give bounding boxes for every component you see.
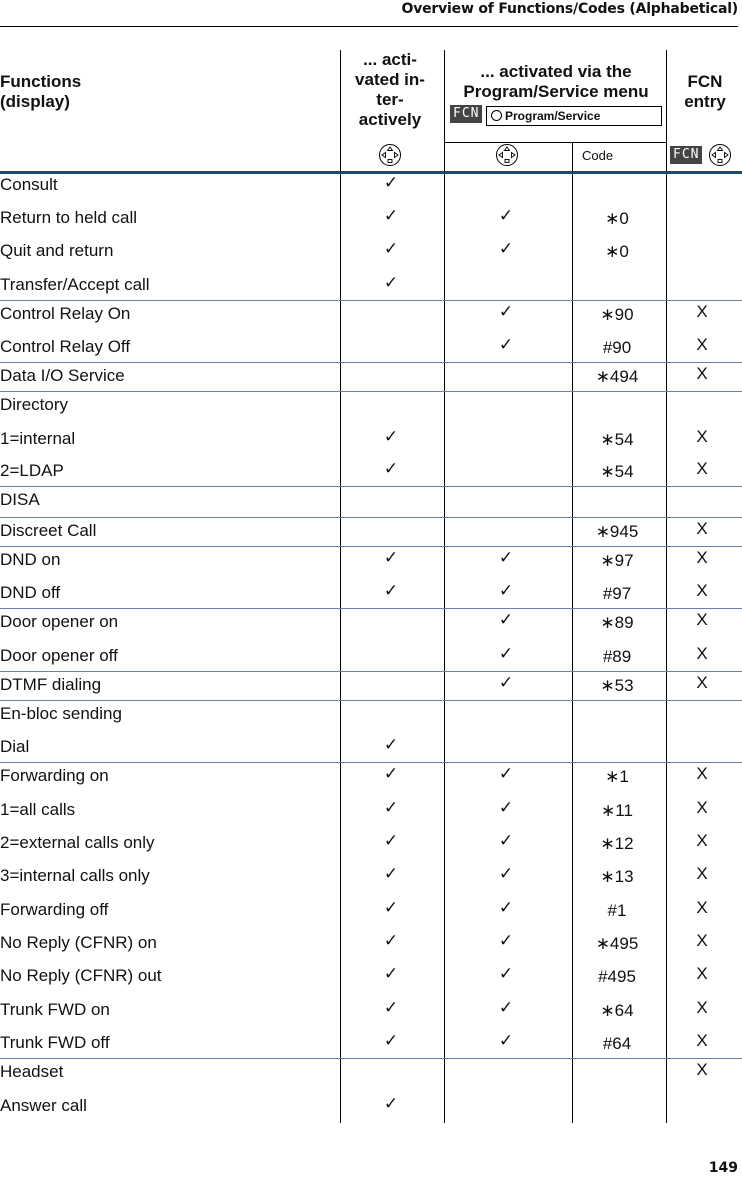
fcn-entry-cell: X	[696, 931, 708, 950]
function-name-cell: 2=external calls only	[0, 833, 155, 852]
navigation-key-icon	[378, 143, 402, 167]
column-header-interactive-line3: ter-	[376, 90, 404, 109]
code-cell: #64	[602, 1034, 632, 1053]
check-icon: ✓	[498, 548, 514, 568]
fcn-entry-cell: X	[696, 581, 708, 600]
row-separator	[0, 486, 742, 487]
check-icon: ✓	[498, 581, 514, 601]
code-cell: #97	[602, 584, 632, 603]
code-cell: ∗89	[600, 613, 634, 632]
row-separator	[0, 391, 742, 392]
code-cell: #495	[598, 967, 636, 986]
check-icon: ✓	[498, 239, 514, 259]
page-header-title: Overview of Functions/Codes (Alphabetical)	[401, 1, 738, 17]
function-name-cell: Discreet Call	[0, 521, 97, 540]
check-icon: ✓	[383, 206, 399, 226]
code-cell: ∗0	[605, 209, 629, 228]
code-cell: ∗0	[605, 242, 629, 261]
column-header-interactive-line4: actively	[358, 110, 422, 129]
column-header-fcn	[668, 72, 742, 112]
check-icon: ✓	[498, 831, 514, 851]
check-icon: ✓	[498, 1031, 514, 1051]
check-icon: ✓	[498, 206, 514, 226]
function-name-cell: DND off	[0, 583, 61, 602]
column-header-functions-line1: Functions	[0, 72, 82, 91]
check-icon: ✓	[383, 1031, 399, 1051]
menu-path	[448, 104, 662, 126]
column-header-interactive	[346, 50, 434, 130]
code-cell: ∗494	[595, 367, 639, 386]
function-name-cell: Answer call	[0, 1096, 87, 1115]
function-name-cell: Forwarding on	[0, 766, 109, 785]
function-name-cell: Consult	[0, 175, 58, 194]
check-icon: ✓	[498, 931, 514, 951]
function-name-cell: No Reply (CFNR) on	[0, 933, 157, 952]
check-icon: ✓	[383, 864, 399, 884]
check-icon: ✓	[498, 335, 514, 355]
row-separator	[0, 517, 742, 518]
check-icon: ✓	[498, 644, 514, 664]
check-icon: ✓	[498, 998, 514, 1018]
check-icon: ✓	[383, 798, 399, 818]
column-header-functions-line2: (display)	[0, 92, 70, 111]
fcn-entry-cell: X	[696, 864, 708, 883]
function-name-cell: Door opener on	[0, 612, 119, 631]
function-name-cell: Data I/O Service	[0, 366, 125, 385]
code-cell: ∗11	[601, 801, 633, 820]
circle-icon	[491, 110, 502, 121]
code-cell: ∗1	[605, 767, 629, 786]
function-name-cell: 1=internal	[0, 429, 76, 448]
fcn-entry-cell: X	[696, 302, 708, 321]
page-number: 149	[708, 1160, 738, 1176]
check-icon: ✓	[383, 964, 399, 984]
fcn-entry-cell: X	[696, 898, 708, 917]
column-header-interactive-line2: vated in-	[355, 70, 425, 89]
check-icon: ✓	[498, 864, 514, 884]
check-icon: ✓	[383, 548, 399, 568]
table-header-rule	[0, 171, 742, 174]
fcn-entry-cell: X	[696, 1060, 708, 1079]
fcn-entry-cell: X	[696, 831, 708, 850]
function-name-cell: Trunk FWD on	[0, 1000, 110, 1019]
fcn-entry-cell: X	[696, 519, 708, 538]
check-icon: ✓	[383, 273, 399, 293]
fcn-entry-cell: X	[696, 1031, 708, 1050]
navigation-key-icon	[495, 143, 519, 167]
check-icon: ✓	[383, 1094, 399, 1114]
row-separator	[0, 1058, 742, 1059]
code-cell: #89	[602, 647, 632, 666]
fcn-entry-cell: X	[696, 610, 708, 629]
check-icon: ✓	[383, 931, 399, 951]
check-icon: ✓	[383, 459, 399, 479]
function-name-cell: Quit and return	[0, 241, 114, 260]
row-separator	[0, 608, 742, 609]
function-name-cell: Dial	[0, 737, 30, 756]
fcn-key-chip: FCN	[450, 105, 482, 123]
check-icon: ✓	[498, 673, 514, 693]
check-icon: ✓	[498, 302, 514, 322]
column-header-menu-line1: ... activated via the	[480, 62, 632, 81]
fcn-key-chip: FCN	[670, 146, 702, 164]
fcn-entry-cell: X	[696, 764, 708, 783]
code-cell: ∗495	[595, 934, 639, 953]
check-icon: ✓	[383, 581, 399, 601]
function-name-cell: DND on	[0, 550, 61, 569]
code-cell: ∗53	[600, 676, 634, 695]
row-separator	[0, 362, 742, 363]
program-service-label: Program/Service	[505, 109, 601, 123]
row-separator	[0, 671, 742, 672]
fcn-entry-cell: X	[696, 998, 708, 1017]
column-divider	[340, 50, 341, 1123]
check-icon: ✓	[383, 239, 399, 259]
function-name-cell: Return to held call	[0, 208, 138, 227]
function-name-cell: 3=internal calls only	[0, 866, 150, 885]
code-cell: #1	[607, 901, 627, 920]
row-separator	[0, 546, 742, 547]
column-header-functions	[0, 72, 81, 112]
function-name-cell: 1=all calls	[0, 800, 76, 819]
code-cell: #90	[602, 338, 632, 357]
check-icon: ✓	[383, 898, 399, 918]
fcn-entry-cell: X	[696, 964, 708, 983]
program-service-menu-box	[486, 106, 662, 126]
row-separator	[0, 300, 742, 301]
code-cell: ∗54	[600, 462, 634, 481]
fcn-entry-cell: X	[696, 335, 708, 354]
check-icon: ✓	[383, 427, 399, 447]
check-icon: ✓	[498, 964, 514, 984]
fcn-entry-cell: X	[696, 459, 708, 478]
function-name-cell: Control Relay On	[0, 304, 131, 323]
function-name-cell: Forwarding off	[0, 900, 109, 919]
function-name-cell: Trunk FWD off	[0, 1033, 110, 1052]
function-name-cell: Directory	[0, 395, 69, 414]
fcn-subheader	[670, 145, 702, 164]
fcn-entry-cell: X	[696, 427, 708, 446]
check-icon: ✓	[383, 735, 399, 755]
function-name-cell: En-bloc sending	[0, 704, 122, 723]
function-name-cell: Transfer/Accept call	[0, 275, 150, 294]
fcn-entry-cell: X	[696, 673, 708, 692]
code-cell: ∗13	[600, 867, 634, 886]
fcn-entry-cell: X	[696, 364, 708, 383]
fcn-entry-cell: X	[696, 548, 708, 567]
row-separator	[0, 700, 742, 701]
navigation-key-icon	[708, 143, 732, 167]
column-header-fcn-line2: entry	[684, 92, 726, 111]
check-icon: ✓	[383, 764, 399, 784]
menu-subhead-rule	[444, 142, 666, 143]
check-icon: ✓	[498, 764, 514, 784]
code-cell: ∗97	[600, 551, 634, 570]
function-name-cell: Control Relay Off	[0, 337, 131, 356]
code-cell: ∗12	[600, 834, 634, 853]
check-icon: ✓	[383, 831, 399, 851]
function-name-cell: DISA	[0, 490, 40, 509]
function-name-cell: Headset	[0, 1062, 64, 1081]
column-divider	[572, 142, 573, 1123]
function-name-cell: Door opener off	[0, 646, 118, 665]
column-header-menu-line2: Program/Service menu	[463, 82, 649, 101]
row-separator	[0, 762, 742, 763]
column-header-menu	[448, 62, 664, 102]
check-icon: ✓	[383, 173, 399, 193]
check-icon: ✓	[498, 798, 514, 818]
column-divider	[666, 50, 667, 1123]
code-subheader: Code	[582, 148, 614, 163]
code-cell: ∗90	[600, 305, 634, 324]
function-name-cell: DTMF dialing	[0, 675, 102, 694]
check-icon: ✓	[498, 898, 514, 918]
fcn-entry-cell: X	[696, 798, 708, 817]
column-header-interactive-line1: ... acti-	[363, 50, 417, 69]
check-icon: ✓	[498, 610, 514, 630]
fcn-entry-cell: X	[696, 644, 708, 663]
function-name-cell: No Reply (CFNR) out	[0, 966, 162, 985]
code-cell: ∗64	[600, 1001, 634, 1020]
page-header	[0, 0, 738, 27]
function-name-cell: 2=LDAP	[0, 461, 64, 480]
check-icon: ✓	[383, 998, 399, 1018]
code-cell: ∗945	[595, 522, 639, 541]
column-divider	[444, 50, 445, 1123]
code-cell: ∗54	[600, 430, 634, 449]
column-header-fcn-line1: FCN	[687, 72, 723, 91]
